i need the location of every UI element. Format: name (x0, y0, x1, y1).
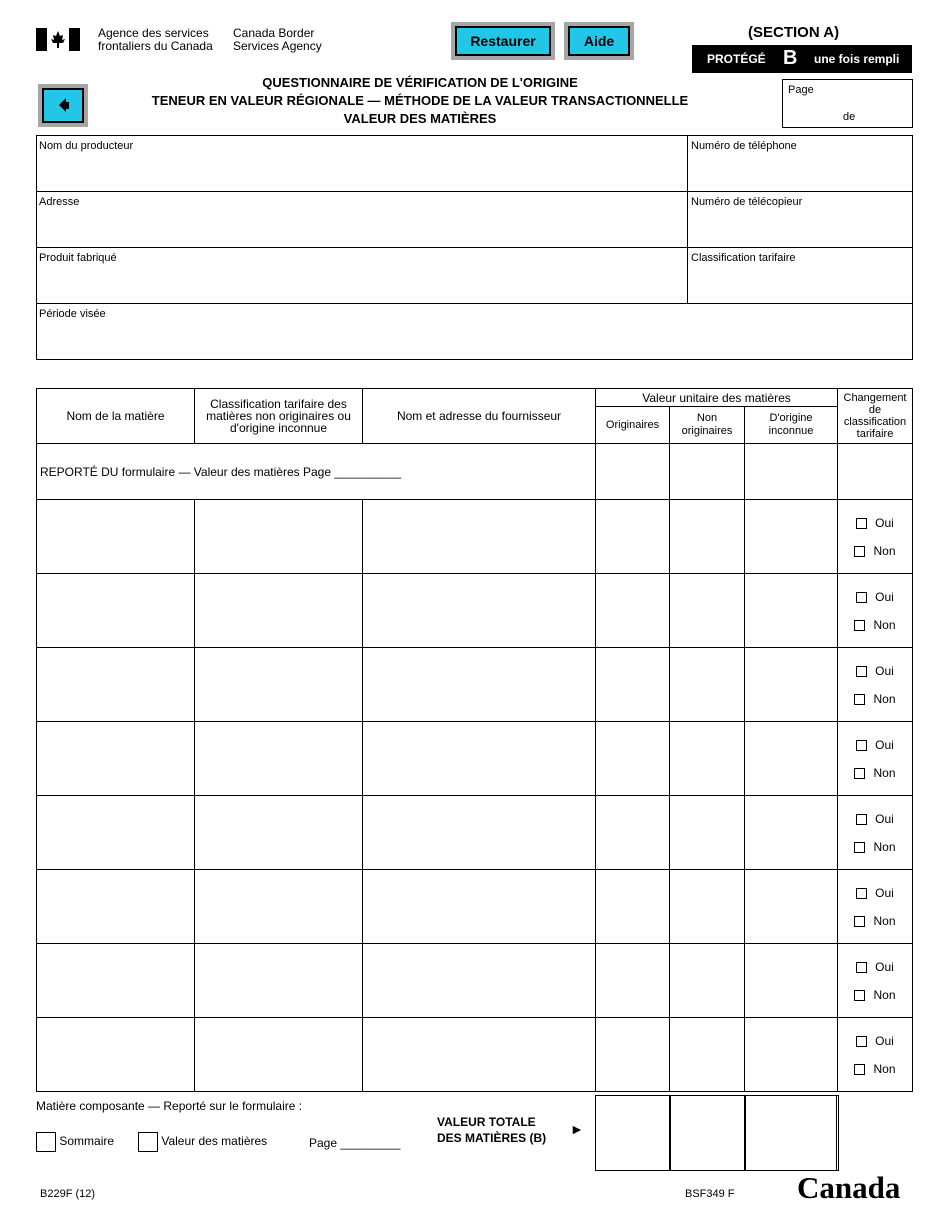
table-row (37, 722, 913, 796)
carried-forward-label: REPORTÉ DU formulaire — Valeur des matières Page __________ (40, 464, 402, 479)
change-cell (838, 1018, 913, 1092)
no-option[interactable] (838, 1055, 912, 1083)
classification-cell[interactable] (195, 1018, 363, 1092)
no-option[interactable] (838, 611, 912, 639)
phone-label: Numéro de téléphone (691, 140, 797, 152)
classification-cell[interactable] (195, 722, 363, 796)
non-originating-cell[interactable] (670, 944, 745, 1018)
help-button[interactable]: Aide (568, 26, 630, 56)
supplier-cell[interactable] (363, 944, 596, 1018)
yes-label: Oui (875, 885, 894, 900)
no-label: Non (873, 691, 896, 706)
total-label-1: VALEUR TOTALE (437, 1115, 536, 1129)
restore-button[interactable]: Restaurer (455, 26, 551, 56)
classification-cell[interactable] (195, 500, 363, 574)
no-option[interactable] (838, 833, 912, 861)
col-header-unknown: D'origine inconnue (745, 407, 838, 444)
originating-cell[interactable] (596, 500, 670, 574)
change-cell (838, 648, 913, 722)
canada-wordmark: Canada (797, 1170, 901, 1205)
form-title-1: QUESTIONNAIRE DE VÉRIFICATION DE L'ORIGINE (262, 75, 578, 90)
yes-option[interactable] (838, 1027, 912, 1055)
period-field[interactable] (36, 303, 911, 359)
materials-table (36, 388, 913, 1092)
component-note: Matière composante — Reporté sur le formulaire : (36, 1099, 303, 1113)
originating-cell[interactable] (596, 648, 670, 722)
address-field[interactable] (36, 191, 687, 247)
supplier-cell[interactable] (363, 796, 596, 870)
col-header-material: Nom de la matière (37, 389, 195, 444)
yes-option[interactable] (838, 953, 912, 981)
supplier-cell[interactable] (363, 500, 596, 574)
form-code: B229F (12) (40, 1188, 96, 1200)
no-checkbox[interactable] (854, 1064, 865, 1075)
footer-page-field[interactable]: Page _________ (309, 1136, 401, 1150)
change-cell (838, 500, 913, 574)
originating-cell[interactable] (596, 870, 670, 944)
no-option[interactable] (838, 759, 912, 787)
unknown-cell[interactable] (745, 796, 838, 870)
material-cell[interactable] (37, 722, 195, 796)
no-option[interactable] (838, 537, 912, 565)
yes-option[interactable] (838, 879, 912, 907)
no-checkbox[interactable] (854, 768, 865, 779)
change-cell (838, 870, 913, 944)
table-row (37, 944, 913, 1018)
total-label-2: DES MATIÈRES (B) (437, 1131, 547, 1145)
yes-checkbox[interactable] (856, 592, 867, 603)
form-title-2: TENEUR EN VALEUR RÉGIONALE — MÉTHODE DE LA VALEUR TRANSACTIONNELLE (151, 93, 689, 108)
unknown-cell[interactable] (745, 500, 838, 574)
no-checkbox[interactable] (854, 842, 865, 853)
total-non-originating-cell[interactable] (669, 1095, 746, 1171)
section-label: (SECTION A) (748, 24, 840, 41)
canada-flag-icon (36, 28, 80, 51)
no-checkbox[interactable] (854, 546, 865, 557)
period-label: Période visée (39, 308, 106, 320)
material-cell[interactable] (37, 648, 195, 722)
non-originating-cell[interactable] (670, 722, 745, 796)
unknown-cell[interactable] (745, 648, 838, 722)
no-checkbox[interactable] (854, 620, 865, 631)
material-cell[interactable] (37, 944, 195, 1018)
originating-cell[interactable] (596, 574, 670, 648)
table-row (37, 1018, 913, 1092)
yes-label: Oui (875, 663, 894, 678)
change-cell (838, 722, 913, 796)
arrow-right-icon: ► (570, 1121, 584, 1137)
unknown-cell[interactable] (745, 722, 838, 796)
yes-checkbox[interactable] (856, 814, 867, 825)
yes-label: Oui (875, 737, 894, 752)
product-label: Produit fabriqué (39, 252, 117, 264)
material-cell[interactable] (37, 870, 195, 944)
change-cell (838, 944, 913, 1018)
product-field[interactable] (36, 247, 687, 303)
col-header-supplier: Nom et adresse du fournisseur (363, 389, 596, 444)
protected-note: une fois rempli (814, 52, 900, 66)
carried-change-cell (838, 444, 913, 500)
classification-cell[interactable] (195, 944, 363, 1018)
yes-checkbox[interactable] (856, 740, 867, 751)
summary-checkbox[interactable] (36, 1132, 56, 1152)
form-title-3: VALEUR DES MATIÈRES (343, 111, 497, 126)
material-cell[interactable] (37, 796, 195, 870)
carried-non-originating-cell[interactable] (670, 444, 745, 500)
carried-unknown-cell[interactable] (745, 444, 838, 500)
originating-cell[interactable] (596, 1018, 670, 1092)
materials-value-checkbox[interactable] (138, 1132, 158, 1152)
protected-banner (692, 45, 912, 73)
no-option[interactable] (838, 981, 912, 1009)
no-label: Non (873, 913, 896, 928)
non-originating-cell[interactable] (670, 796, 745, 870)
no-option[interactable] (838, 685, 912, 713)
material-cell[interactable] (37, 1018, 195, 1092)
classification-cell[interactable] (195, 796, 363, 870)
yes-option[interactable] (838, 731, 912, 759)
page-label: Page (788, 84, 814, 96)
yes-label: Oui (875, 515, 894, 530)
non-originating-cell[interactable] (670, 870, 745, 944)
page-number-box[interactable] (782, 79, 913, 128)
yes-label: Oui (875, 1033, 894, 1048)
yes-checkbox[interactable] (856, 518, 867, 529)
col-header-change: Changement de classification tarifaire (838, 389, 913, 444)
non-originating-cell[interactable] (670, 1018, 745, 1092)
originating-cell[interactable] (596, 796, 670, 870)
yes-option[interactable] (838, 509, 912, 537)
change-cell (838, 796, 913, 870)
back-button[interactable] (42, 88, 84, 123)
unknown-cell[interactable] (745, 574, 838, 648)
materials-value-label: Valeur des matières (161, 1134, 268, 1149)
no-label: Non (873, 765, 896, 780)
no-checkbox[interactable] (854, 916, 865, 927)
supplier-cell[interactable] (363, 722, 596, 796)
producer-label: Nom du producteur (39, 140, 134, 152)
address-label: Adresse (39, 196, 80, 208)
originating-cell[interactable] (596, 944, 670, 1018)
no-checkbox[interactable] (854, 990, 865, 1001)
protected-level: B (783, 47, 798, 69)
non-originating-cell[interactable] (670, 500, 745, 574)
no-label: Non (873, 1061, 896, 1076)
table-row (37, 870, 913, 944)
no-label: Non (873, 987, 896, 1002)
summary-label: Sommaire (59, 1134, 115, 1149)
no-label: Non (873, 617, 896, 632)
non-originating-cell[interactable] (670, 574, 745, 648)
classification-cell[interactable] (195, 574, 363, 648)
table-row (37, 574, 913, 648)
total-originating-cell[interactable] (595, 1095, 671, 1171)
material-cell[interactable] (37, 500, 195, 574)
agency-name-en-1: Canada Border (233, 26, 315, 40)
yes-option[interactable] (838, 805, 912, 833)
no-label: Non (873, 839, 896, 854)
col-header-non-originating: Non originaires (670, 407, 745, 444)
yes-option[interactable] (838, 657, 912, 685)
table-row (37, 500, 913, 574)
classification-cell[interactable] (195, 648, 363, 722)
back-arrow-icon (44, 90, 82, 121)
no-label: Non (873, 543, 896, 558)
table-row (37, 648, 913, 722)
agency-name-fr-1: Agence des services (98, 26, 209, 40)
protected-label: PROTÉGÉ (707, 52, 766, 66)
carried-forward-row[interactable] (37, 444, 596, 500)
non-originating-cell[interactable] (670, 648, 745, 722)
yes-label: Oui (875, 959, 894, 974)
of-label: de (843, 111, 856, 123)
col-header-classification: Classification tarifaire des matières non originaires ou d'origine inconnue (195, 389, 363, 444)
no-checkbox[interactable] (854, 694, 865, 705)
supplier-cell[interactable] (363, 1018, 596, 1092)
yes-label: Oui (875, 589, 894, 604)
producer-field[interactable] (36, 135, 687, 191)
unknown-cell[interactable] (745, 870, 838, 944)
change-cell (838, 574, 913, 648)
phone-field[interactable] (688, 135, 911, 191)
carried-originating-cell[interactable] (596, 444, 670, 500)
yes-checkbox[interactable] (856, 962, 867, 973)
yes-checkbox[interactable] (856, 1036, 867, 1047)
fax-field[interactable] (688, 191, 911, 247)
tariff-label: Classification tarifaire (691, 252, 796, 264)
unknown-cell[interactable] (745, 944, 838, 1018)
agency-name-en-2: Services Agency (233, 39, 322, 53)
total-unknown-cell[interactable] (744, 1095, 839, 1171)
yes-label: Oui (875, 811, 894, 826)
bsf-code: BSF349 F (685, 1188, 735, 1200)
tariff-field[interactable] (688, 247, 911, 303)
fax-label: Numéro de télécopieur (691, 196, 803, 208)
unknown-cell[interactable] (745, 1018, 838, 1092)
classification-cell[interactable] (195, 870, 363, 944)
supplier-cell[interactable] (363, 574, 596, 648)
col-header-unit-value: Valeur unitaire des matières (596, 389, 838, 407)
table-row (37, 796, 913, 870)
no-option[interactable] (838, 907, 912, 935)
originating-cell[interactable] (596, 722, 670, 796)
col-header-originating: Originaires (596, 407, 670, 444)
supplier-cell[interactable] (363, 870, 596, 944)
yes-checkbox[interactable] (856, 888, 867, 899)
agency-name-fr-2: frontaliers du Canada (98, 39, 213, 53)
supplier-cell[interactable] (363, 648, 596, 722)
yes-checkbox[interactable] (856, 666, 867, 677)
yes-option[interactable] (838, 583, 912, 611)
material-cell[interactable] (37, 574, 195, 648)
back-button-frame (38, 84, 88, 127)
